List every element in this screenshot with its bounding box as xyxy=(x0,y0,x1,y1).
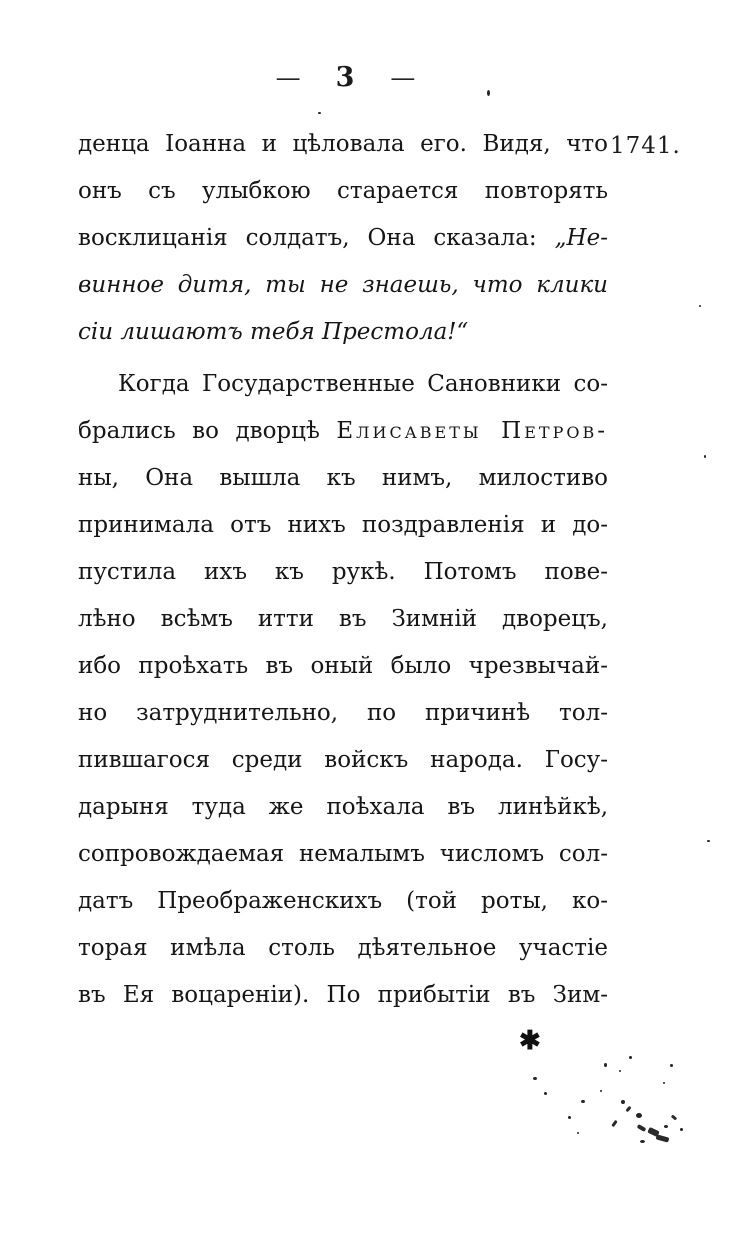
ink-speck xyxy=(707,840,710,842)
text-line xyxy=(78,737,608,784)
text-line xyxy=(78,121,608,168)
text-line xyxy=(78,784,608,831)
ink-speck xyxy=(704,455,706,458)
body-span: сопровождаемая немалымъ числомъ сол- xyxy=(78,841,608,867)
body-span: торая имѣла столь дѣятельное участіе xyxy=(78,935,608,961)
ink-streak xyxy=(656,1134,670,1142)
quote-text: сіи лишаютъ тебя Престола!“ xyxy=(78,319,469,345)
body-span: денца Іоанна и цѣловала его. Видя, что xyxy=(78,131,608,157)
header-dash-right: — xyxy=(390,63,415,92)
quote-text: „Не- xyxy=(554,225,608,251)
printer-signature-mark: ✱ xyxy=(519,1026,541,1056)
text-line xyxy=(78,690,608,737)
text-line xyxy=(78,878,608,925)
running-head xyxy=(0,62,690,93)
text-line xyxy=(78,168,608,215)
ink-speck xyxy=(629,1056,632,1059)
body-text xyxy=(78,121,608,1019)
ink-speck xyxy=(318,112,321,114)
text-line xyxy=(78,972,608,1019)
ink-speck xyxy=(544,1092,547,1095)
body-span: Когда Государственные Сановники со- xyxy=(118,371,608,397)
text-line xyxy=(78,502,608,549)
text-line xyxy=(78,361,608,408)
body-span: въ Ея воцареніи). По прибытіи въ Зим- xyxy=(78,982,608,1008)
body-span: восклицанія солдатъ, Она сказала: xyxy=(78,225,555,251)
ink-speck xyxy=(621,1100,625,1104)
text-line xyxy=(78,309,608,356)
ink-speck xyxy=(670,1064,673,1067)
ink-streak xyxy=(611,1120,617,1127)
body-span: но затруднительно, по причинѣ тол- xyxy=(78,700,608,726)
ink-speck xyxy=(680,1128,683,1131)
ink-speck xyxy=(600,1090,602,1092)
text-line xyxy=(78,215,608,262)
ink-streak xyxy=(637,1124,647,1132)
ink-speck xyxy=(699,305,701,307)
ink-speck xyxy=(619,1070,621,1072)
ink-speck xyxy=(577,1132,579,1134)
text-line xyxy=(78,643,608,690)
header-dash-left: — xyxy=(275,63,300,92)
text-line xyxy=(78,925,608,972)
ink-speck xyxy=(533,1077,537,1080)
ink-speck xyxy=(568,1116,571,1119)
body-span: дарыня туда же поѣхала въ линѣйкѣ, xyxy=(78,794,608,820)
page-number: 3 xyxy=(335,62,355,93)
quote-text: винное дитя, ты не знаешь, что клики xyxy=(78,272,608,298)
ink-streak xyxy=(625,1106,631,1113)
body-span: лѣно всѣмъ итти въ Зимній дворецъ, xyxy=(78,606,608,632)
emphasized-name: Елисаветы Петров- xyxy=(336,418,608,444)
ink-speck xyxy=(581,1100,585,1103)
body-span: онъ съ улыбкою старается повторять xyxy=(78,178,608,204)
ink-speck xyxy=(487,90,490,96)
text-line xyxy=(78,262,608,309)
ink-speck xyxy=(663,1082,665,1084)
margin-year-note: 1741. xyxy=(610,133,681,159)
text-line xyxy=(78,831,608,878)
ink-speck xyxy=(636,1113,642,1118)
text-line xyxy=(78,549,608,596)
ink-speck xyxy=(640,1140,645,1143)
body-span: пустила ихъ къ рукѣ. Потомъ пове- xyxy=(78,559,608,585)
body-span: ны, Она вышла къ нимъ, милостиво xyxy=(78,465,608,491)
body-span: пившагося среди войскъ народа. Госу- xyxy=(78,747,608,773)
text-line xyxy=(78,596,608,643)
body-span: брались во дворцѣ xyxy=(78,418,337,444)
body-span: принимала отъ нихъ поздравленія и до- xyxy=(78,512,608,538)
text-line xyxy=(78,455,608,502)
ink-speck xyxy=(604,1063,607,1067)
body-span: датъ Преображенскихъ (той роты, ко- xyxy=(78,888,608,914)
ink-speck xyxy=(664,1125,668,1128)
ink-streak xyxy=(671,1114,678,1120)
body-span: ибо проѣхать въ оный было чрезвычай- xyxy=(78,653,608,679)
text-line xyxy=(78,408,608,455)
